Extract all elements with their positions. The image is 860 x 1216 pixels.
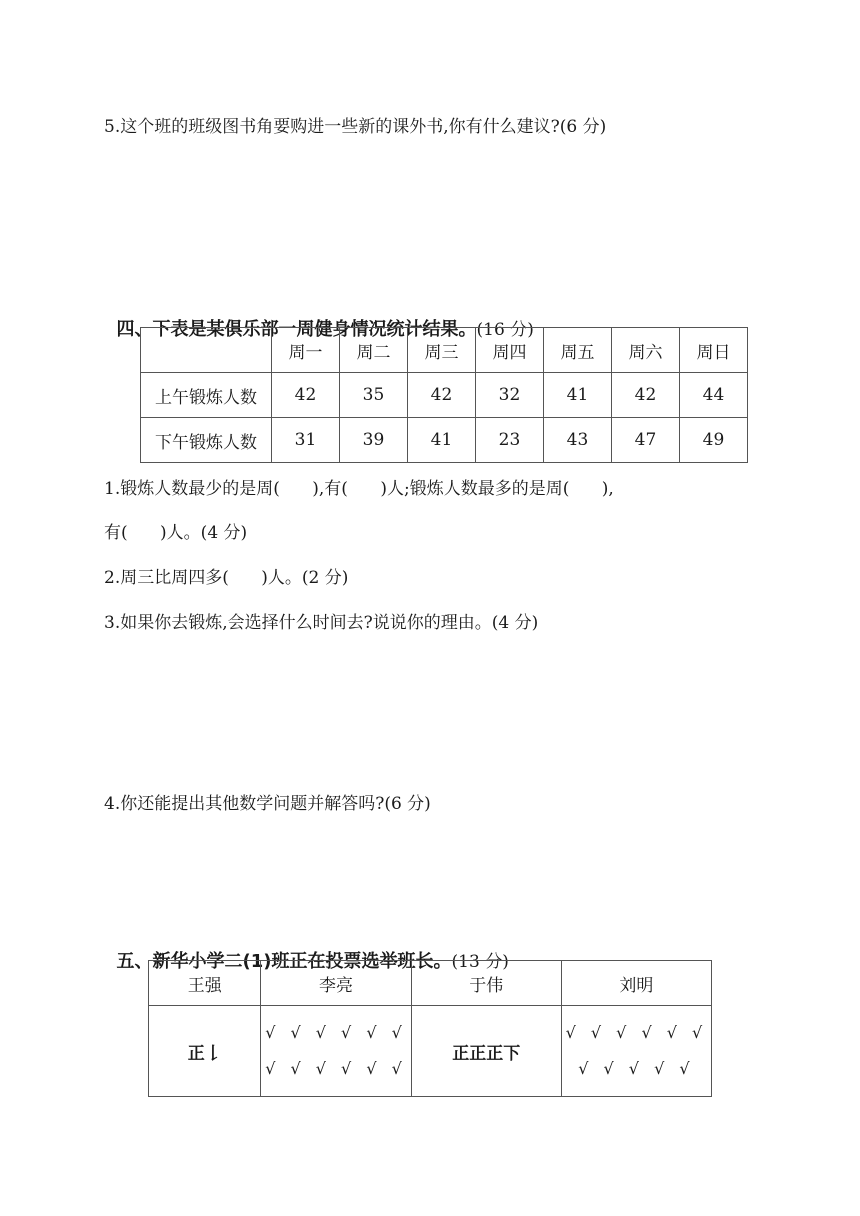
header-cell-thursday: 周四 [476,328,544,373]
header-cell-sunday: 周日 [680,328,748,373]
table-cell: 47 [612,418,680,463]
candidate-liuming: 刘明 [561,961,711,1006]
question-2: 2.周三比周四多( )人。(2 分) [104,568,349,588]
header-cell-friday: 周五 [544,328,612,373]
votes-liuming [561,1006,711,1097]
table-cell: 41 [544,373,612,418]
table-cell: 41 [408,418,476,463]
question-4: 4.你还能提出其他数学问题并解答吗?(6 分) [104,794,431,814]
table-cell: 42 [408,373,476,418]
header-cell-saturday: 周六 [612,328,680,373]
votes-row [149,1006,712,1097]
table-cell: 42 [272,373,340,418]
tally-marks-wangqiang: 正𠄌 [187,1043,222,1064]
check-marks-liliang-line-1: √ √ √ √ √ √ [265,1023,407,1042]
check-marks-liuming-line-2: √ √ √ √ √ [578,1059,695,1078]
table-cell: 23 [476,418,544,463]
section-5-title: 五、新华小学二(1)班正在投票选举班长。 [116,951,452,972]
candidate-row [149,961,712,1006]
table-cell: 42 [612,373,680,418]
table-cell: 44 [680,373,748,418]
header-cell-tuesday: 周二 [340,328,408,373]
table-cell: 49 [680,418,748,463]
section-4-title: 四、下表是某俱乐部一周健身情况统计结果。 [116,319,477,340]
candidate-yuwei: 于伟 [411,961,561,1006]
row-label-morning: 上午锻炼人数 [141,373,272,418]
header-cell-wednesday: 周三 [408,328,476,373]
question-1-line-1: 1.锻炼人数最少的是周( ),有( )人;锻炼人数最多的是周( ), [104,479,614,499]
table-cell: 35 [340,373,408,418]
check-marks-liuming-line-1: √ √ √ √ √ √ [565,1023,708,1042]
fitness-table [140,327,748,463]
candidate-wangqiang: 王强 [149,961,261,1006]
tally-marks-yuwei: 正正正下 [452,1043,521,1064]
candidate-liliang: 李亮 [261,961,411,1006]
table-corner-cell [141,328,272,373]
table-cell: 32 [476,373,544,418]
fitness-header-row [141,328,748,373]
votes-liliang [261,1006,411,1097]
table-cell: 31 [272,418,340,463]
question-3: 3.如果你去锻炼,会选择什么时间去?说说你的理由。(4 分) [104,613,539,633]
vote-table [148,960,712,1097]
table-cell: 43 [544,418,612,463]
question-1-line-2: 有( )人。(4 分) [104,523,248,543]
votes-yuwei [411,1006,561,1097]
header-cell-monday: 周一 [272,328,340,373]
section-5-score: (13 分) [451,952,509,972]
question-5-text: 5.这个班的班级图书角要购进一些新的课外书,你有什么建议?(6 分) [104,117,607,137]
row-label-afternoon: 下午锻炼人数 [141,418,272,463]
table-row-afternoon [141,418,748,463]
votes-wangqiang [149,1006,261,1097]
section-4-score: (16 分) [476,320,534,340]
table-row-morning [141,373,748,418]
check-marks-liliang-line-2: √ √ √ √ √ √ [265,1059,407,1078]
table-cell: 39 [340,418,408,463]
